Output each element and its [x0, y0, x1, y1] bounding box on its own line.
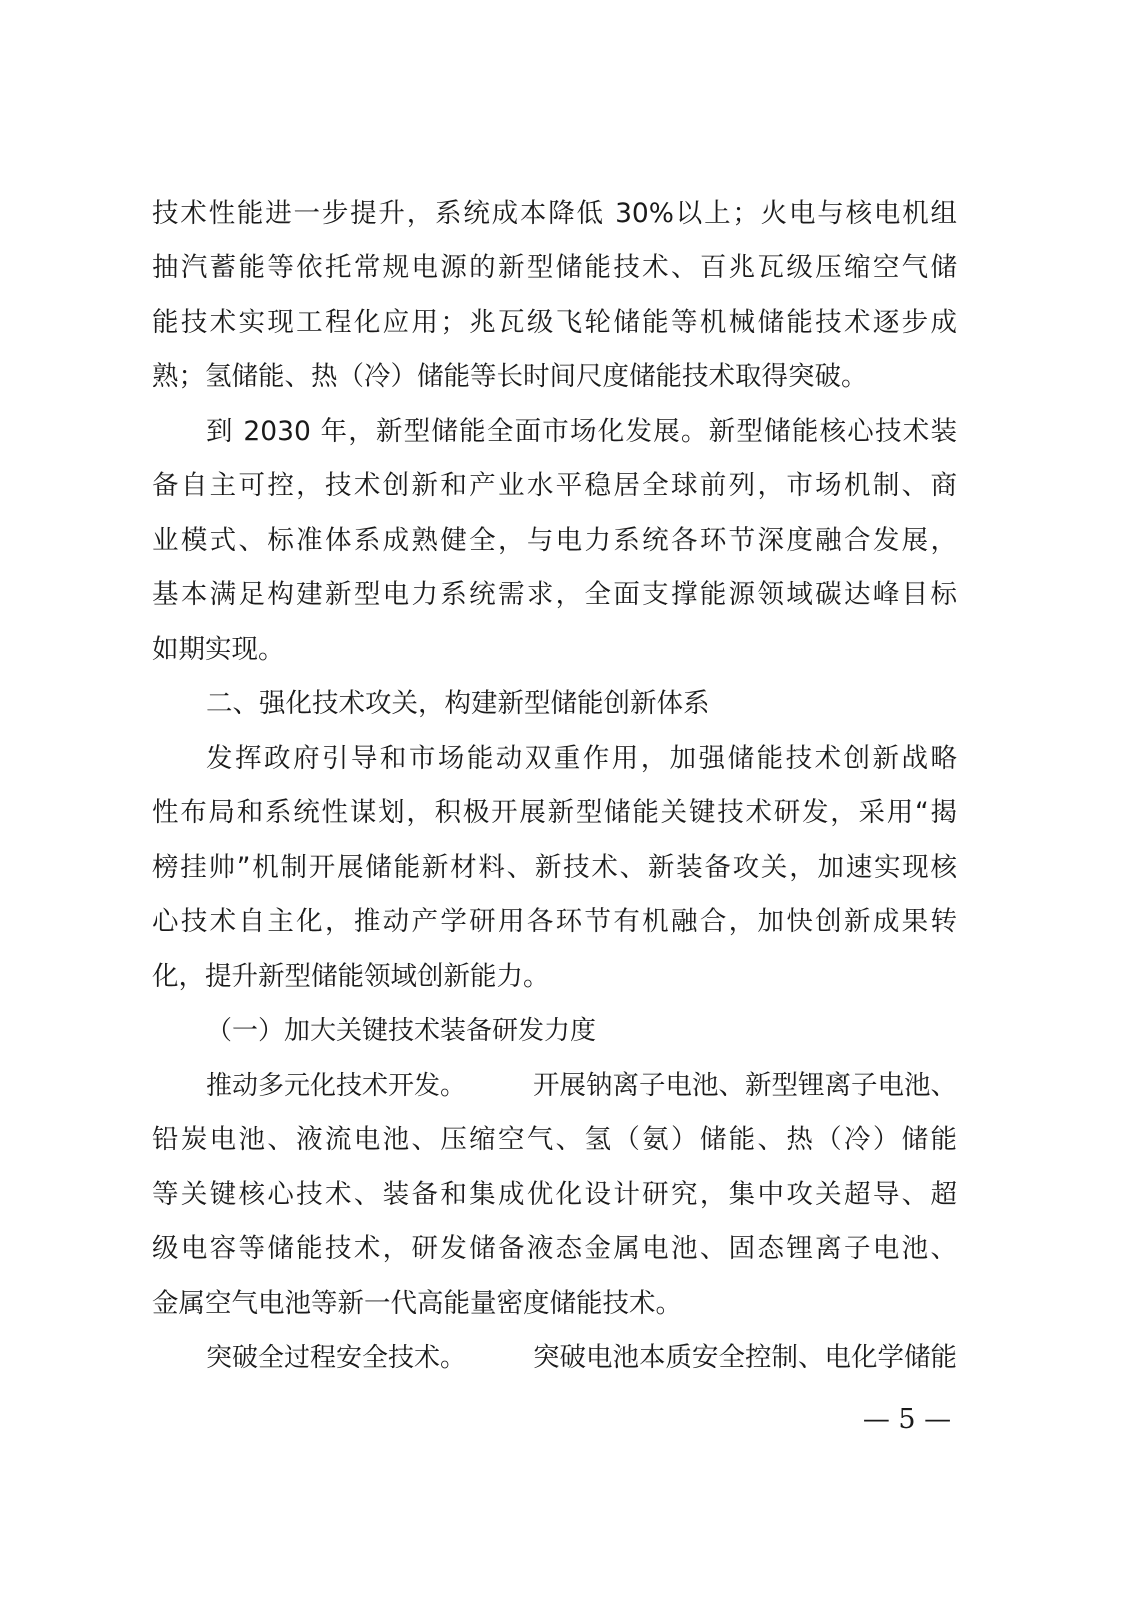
text-line: 到 2030 年，新型储能全面市场化发展。新型储能核心技术装: [206, 416, 957, 447]
subsection-heading: （一）加大关键技术装备研发力度: [206, 1016, 597, 1046]
text-fragment: 开展钠离子电池、新型锂离子电池、: [533, 1070, 957, 1101]
text-line: 化，提升新型储能领域创新能力。: [152, 961, 550, 992]
page-number: — 5 —: [862, 1404, 952, 1435]
text-line: 能技术实现工程化应用；兆瓦级飞轮储能等机械储能技术逐步成: [152, 307, 957, 338]
text-line: [206, 1070, 957, 1101]
lead-phrase: 突破全过程安全技术。: [206, 1343, 467, 1373]
text-line: 技术性能进一步提升，系统成本降低 30%以上；火电与核电机组: [152, 198, 957, 229]
text-line: 业模式、标准体系成熟健全，与电力系统各环节深度融合发展，: [152, 525, 957, 556]
text-line: 榜挂帅”机制开展储能新材料、新技术、新装备攻关，加速实现核: [152, 852, 957, 883]
text-line: 级电容等储能技术，研发储备液态金属电池、固态锂离子电池、: [152, 1233, 957, 1264]
text-line: 心技术自主化，推动产学研用各环节有机融合，加快创新成果转: [152, 906, 957, 937]
text-line: [206, 1342, 957, 1373]
lead-phrase: 推动多元化技术开发。: [206, 1071, 467, 1101]
text-line: 抽汽蓄能等依托常规电源的新型储能技术、百兆瓦级压缩空气储: [152, 252, 957, 283]
text-line: 备自主可控，技术创新和产业水平稳居全球前列，市场机制、商: [152, 470, 957, 501]
text-line: 基本满足构建新型电力系统需求，全面支撑能源领域碳达峰目标: [152, 579, 957, 610]
text-line: 性布局和系统性谋划，积极开展新型储能关键技术研发，采用“揭: [152, 797, 957, 828]
text-line: 如期实现。: [152, 634, 285, 665]
text-line: 等关键核心技术、装备和集成优化设计研究，集中攻关超导、超: [152, 1179, 957, 1210]
text-fragment: 突破电池本质安全控制、电化学储能: [533, 1342, 957, 1373]
text-line: 熟；氢储能、热（冷）储能等长时间尺度储能技术取得突破。: [152, 361, 868, 392]
section-heading: 二、强化技术攻关，构建新型储能创新体系: [206, 688, 710, 719]
text-line: 发挥政府引导和市场能动双重作用，加强储能技术创新战略: [206, 743, 957, 774]
text-line: 铅炭电池、液流电池、压缩空气、氢（氨）储能、热（冷）储能: [152, 1124, 957, 1155]
text-line: 金属空气电池等新一代高能量密度储能技术。: [152, 1288, 682, 1319]
